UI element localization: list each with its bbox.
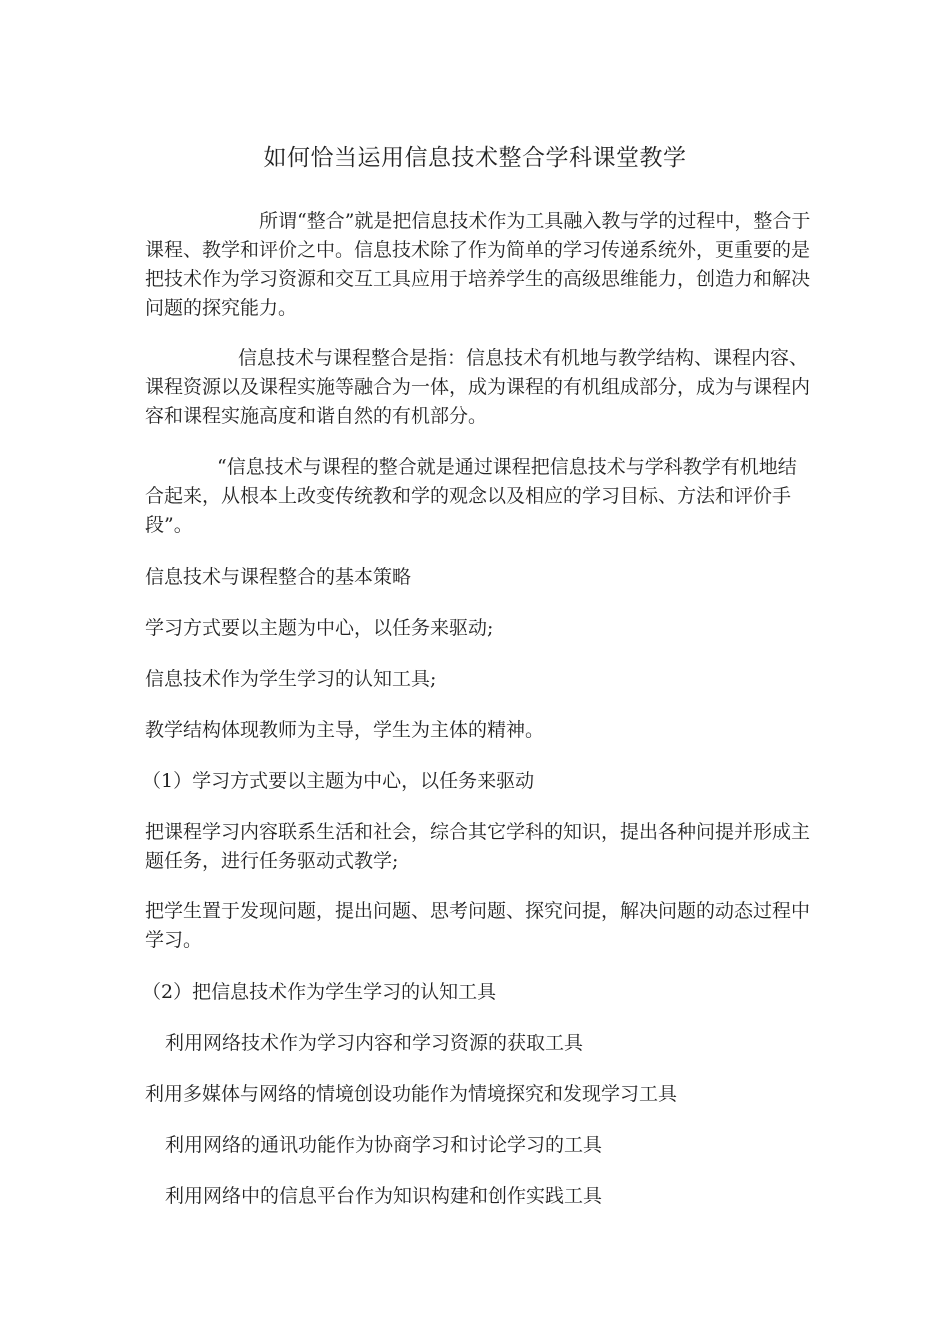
section-heading-2: （2）把信息技术作为学生学习的认知工具 <box>142 981 497 1003</box>
document-title: 如何恰当运用信息技术整合学科课堂教学 <box>263 145 687 171</box>
strategy-item-topic-task: 学习方式要以主题为中心，以任务来驱动; <box>145 617 494 639</box>
paragraph-discovery-process: 把学生置于发现问题，提出问题、思考问题、探究问提，解决问题的动态过程中学习。 <box>145 900 811 951</box>
tool-item-multimedia-situations: 利用多媒体与网络的情境创设功能作为情境探究和发现学习工具 <box>145 1083 678 1105</box>
heading-basic-strategies: 信息技术与课程整合的基本策略 <box>145 566 412 588</box>
strategy-item-teaching-structure: 教学结构体现教师为主导，学生为主体的精神。 <box>145 719 545 741</box>
paragraph-integration-quote: “信息技术与课程的整合就是通过课程把信息技术与学科教学有机地结合起来，从根本上改变传统教和学的观念以及相应的学习目标、方法和评价手段”。 <box>145 456 797 536</box>
section-heading-1: （1）学习方式要以主题为中心，以任务来驱动 <box>142 770 535 792</box>
paragraph-integration-meaning: 信息技术与课程整合是指：信息技术有机地与教学结构、课程内容、课程资源以及课程实施等融合为一体，成为课程的有机组成部分，成为与课程内容和课程实施高度和谐自然的有机部分。 <box>145 347 811 427</box>
strategy-item-cognitive-tool: 信息技术作为学生学习的认知工具; <box>145 668 437 690</box>
tool-item-information-platform: 利用网络中的信息平台作为知识构建和创作实践工具 <box>165 1185 603 1207</box>
paragraph-integration-definition: 所谓“整合”就是把信息技术作为工具融入教与学的过程中，整合于课程、教学和评价之中。信息技术除了作为简单的学习传递系统外，更重要的是把技术作为学习资源和交互工具应用于培养学生的高级思维能力，创造力和解决问题的探究能力。 <box>145 210 811 319</box>
tool-item-network-communication: 利用网络的通讯功能作为协商学习和讨论学习的工具 <box>165 1134 603 1156</box>
paragraph-topic-task: 把课程学习内容联系生活和社会，综合其它学科的知识，提出各种问提并形成主题任务，进行任务驱动式教学; <box>145 821 811 872</box>
tool-item-network-resources: 利用网络技术作为学习内容和学习资源的获取工具 <box>165 1032 584 1054</box>
